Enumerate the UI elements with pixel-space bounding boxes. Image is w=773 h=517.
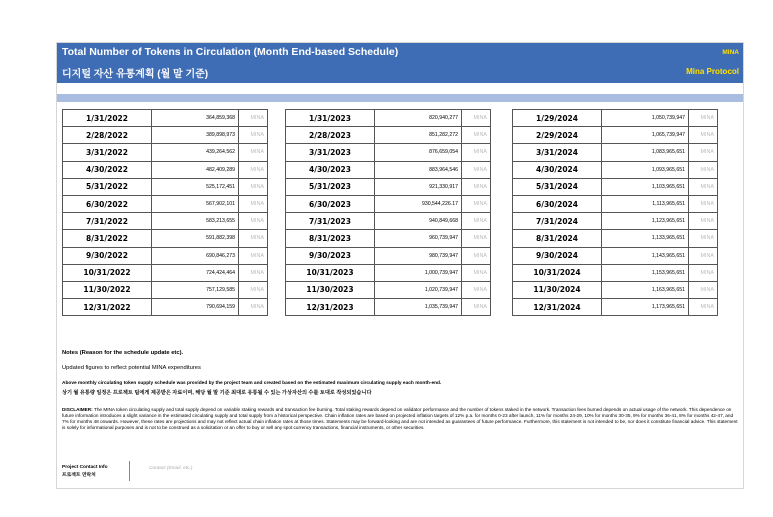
row-supply-value: 1,050,739,947 [602,110,689,127]
row-supply-value: 583,213,655 [152,213,239,230]
table-row [513,195,718,212]
ticker-label: MINA [722,49,739,56]
row-unit: MINA [689,230,718,247]
row-date: 6/30/2022 [63,195,152,212]
row-unit: MINA [239,281,268,298]
row-supply-value: 930,544,226.17 [375,195,462,212]
row-unit: MINA [462,247,491,264]
supply-statement-en: Above monthly circulating token supply schedule was provided by the project team and created based on the estimated maximum circulating supply each month-end. [62,381,442,386]
row-supply-value: 1,113,965,651 [602,195,689,212]
table-row [513,144,718,161]
row-date: 1/31/2022 [63,110,152,127]
row-date: 4/30/2022 [63,161,152,178]
table-row [286,213,491,230]
row-supply-value: 921,330,917 [375,178,462,195]
row-supply-value: 1,093,965,651 [602,161,689,178]
contact-label [62,464,108,480]
row-date: 10/31/2023 [286,264,375,281]
divider-stripe [57,94,743,102]
row-unit: MINA [689,281,718,298]
row-supply-value: 482,409,289 [152,161,239,178]
row-date: 7/31/2022 [63,213,152,230]
row-supply-value: 883,964,546 [375,161,462,178]
title-korean: 디지털 자산 유통계획 (월 말 기준) [62,69,209,80]
row-unit: MINA [239,144,268,161]
contact-label-ko: 프로젝트 연락처 [62,473,96,478]
row-unit: MINA [239,195,268,212]
table-row [63,178,268,195]
row-supply-value: 980,739,947 [375,247,462,264]
row-supply-value: 525,172,451 [152,178,239,195]
row-unit: MINA [689,299,718,316]
row-unit: MINA [239,161,268,178]
table-row [286,299,491,316]
row-unit: MINA [239,299,268,316]
row-supply-value: 1,133,965,651 [602,230,689,247]
row-unit: MINA [689,247,718,264]
table-row [63,144,268,161]
table-row [513,161,718,178]
row-supply-value: 940,849,668 [375,213,462,230]
table-row [513,110,718,127]
row-unit: MINA [462,281,491,298]
row-date: 12/31/2023 [286,299,375,316]
table-row [63,161,268,178]
row-unit: MINA [462,127,491,144]
row-supply-value: 1,000,739,947 [375,264,462,281]
table-row [63,195,268,212]
row-unit: MINA [689,161,718,178]
table-row [286,178,491,195]
row-supply-value: 567,902,101 [152,195,239,212]
row-supply-value: 724,424,464 [152,264,239,281]
row-unit: MINA [239,178,268,195]
table-row [513,213,718,230]
row-supply-value: 820,940,277 [375,110,462,127]
row-supply-value: 1,020,739,947 [375,281,462,298]
row-unit: MINA [462,110,491,127]
notes-body: Updated figures to reflect potential MINA expenditures [62,365,201,371]
table-row [286,127,491,144]
row-supply-value: 1,123,965,651 [602,213,689,230]
row-date: 2/28/2023 [286,127,375,144]
table-row [286,264,491,281]
table-row [513,264,718,281]
row-date: 2/29/2024 [513,127,602,144]
schedule-table-2023 [285,109,491,316]
row-unit: MINA [462,264,491,281]
row-unit: MINA [462,230,491,247]
schedule-table-2022 [62,109,268,316]
row-supply-value: 876,659,054 [375,144,462,161]
row-supply-value: 1,163,965,651 [602,281,689,298]
table-row [286,195,491,212]
table-row [63,213,268,230]
row-unit: MINA [462,178,491,195]
row-unit: MINA [689,213,718,230]
disclaimer-text: The MINA token circulating supply and total supply depend on variable staking rewards and transaction fee burning. Total staking rewards depend on validator performance and the number of tokens staked in the network. Transaction fees burned depends on actual usage of the network. This dependence on future information introduces a slight variance in the estimated circulating supply and total supply from a historical perspective. Chain inflation rates are based on projected inflation targets of 12% p.a. for months 0-23 after launch, 11% for months 24-29, 10% for months 30-35, 9% for months 36-41, 8% for months 42-47, and 7% for months 48 onwards. However, these rates are projections and may not reflect actual chain inflation rates at those times. Statements may be forward-looking and are not intended as guarantees of future performance. Furthermore, this statement is not intended to be, nor does it constitute financial advice. This statement is solely for informational purposes and is not to be construed as a solicitation or an offer to buy or sell any spot currency transactions, financial instruments, or other securities. [62,407,738,430]
row-date: 7/31/2023 [286,213,375,230]
contact-divider [129,461,130,481]
row-unit: MINA [689,178,718,195]
row-date: 12/31/2022 [63,299,152,316]
row-date: 2/28/2022 [63,127,152,144]
project-name: Mina Protocol [686,67,739,76]
row-supply-value: 851,282,272 [375,127,462,144]
row-unit: MINA [689,127,718,144]
row-supply-value: 1,143,965,651 [602,247,689,264]
row-unit: MINA [462,213,491,230]
table-row [513,281,718,298]
row-date: 6/30/2024 [513,195,602,212]
disclaimer-label: DISCLAIMER: [62,407,93,412]
row-date: 1/29/2024 [513,110,602,127]
table-row [63,230,268,247]
row-unit: MINA [689,144,718,161]
table-row [63,281,268,298]
table-row [63,299,268,316]
row-unit: MINA [462,144,491,161]
table-row [286,144,491,161]
row-supply-value: 1,083,965,651 [602,144,689,161]
row-unit: MINA [239,247,268,264]
contact-field[interactable]: Contact (Email, etc.) [149,466,193,471]
row-date: 9/30/2024 [513,247,602,264]
row-unit: MINA [239,264,268,281]
row-unit: MINA [689,264,718,281]
row-supply-value: 960,739,947 [375,230,462,247]
row-unit: MINA [239,110,268,127]
row-supply-value: 1,173,965,651 [602,299,689,316]
row-supply-value: 439,264,562 [152,144,239,161]
row-date: 8/31/2022 [63,230,152,247]
row-supply-value: 364,859,368 [152,110,239,127]
title-banner [57,43,743,83]
table-row [513,247,718,264]
row-date: 11/30/2024 [513,281,602,298]
schedule-sheet [56,42,744,489]
table-row [63,110,268,127]
row-date: 11/30/2022 [63,281,152,298]
row-supply-value: 1,035,739,947 [375,299,462,316]
row-supply-value: 757,129,585 [152,281,239,298]
row-supply-value: 1,153,965,651 [602,264,689,281]
contact-label-en: Project Contact Info [62,465,108,470]
disclaimer [62,407,738,431]
row-date: 3/31/2022 [63,144,152,161]
row-supply-value: 1,103,965,651 [602,178,689,195]
row-date: 7/31/2024 [513,213,602,230]
table-row [286,110,491,127]
row-date: 5/31/2024 [513,178,602,195]
table-row [63,247,268,264]
row-unit: MINA [462,161,491,178]
row-date: 3/31/2023 [286,144,375,161]
row-date: 5/31/2022 [63,178,152,195]
table-row [286,247,491,264]
row-date: 4/30/2024 [513,161,602,178]
table-row [513,299,718,316]
table-row [286,161,491,178]
row-date: 8/31/2023 [286,230,375,247]
row-unit: MINA [462,195,491,212]
row-supply-value: 389,898,973 [152,127,239,144]
row-date: 4/30/2023 [286,161,375,178]
table-row [513,178,718,195]
row-date: 5/31/2023 [286,178,375,195]
table-row [513,127,718,144]
table-row [63,127,268,144]
row-date: 6/30/2023 [286,195,375,212]
row-date: 9/30/2022 [63,247,152,264]
row-unit: MINA [689,195,718,212]
row-unit: MINA [239,127,268,144]
row-date: 3/31/2024 [513,144,602,161]
table-row [286,281,491,298]
table-row [286,230,491,247]
schedule-table-2024 [512,109,718,316]
table-row [63,264,268,281]
row-date: 10/31/2022 [63,264,152,281]
supply-statement-ko: 상기 월 유통량 일정은 프로젝트 팀에게 제공받은 자료이며, 해당 월 말 기준 최대로 유통될 수 있는 가상자산의 수를 토대로 작성되었습니다 [62,390,372,396]
row-supply-value: 1,065,739,947 [602,127,689,144]
row-supply-value: 690,846,273 [152,247,239,264]
row-unit: MINA [239,230,268,247]
row-date: 1/31/2023 [286,110,375,127]
row-date: 10/31/2024 [513,264,602,281]
title-english: Total Number of Tokens in Circulation (Month End-based Schedule) [62,46,399,58]
row-unit: MINA [239,213,268,230]
row-date: 12/31/2024 [513,299,602,316]
row-supply-value: 790,694,159 [152,299,239,316]
row-supply-value: 591,882,398 [152,230,239,247]
table-row [513,230,718,247]
notes-heading: Notes (Reason for the schedule update etc). [62,350,184,356]
row-date: 9/30/2023 [286,247,375,264]
row-unit: MINA [689,110,718,127]
row-date: 8/31/2024 [513,230,602,247]
row-date: 11/30/2023 [286,281,375,298]
row-unit: MINA [462,299,491,316]
